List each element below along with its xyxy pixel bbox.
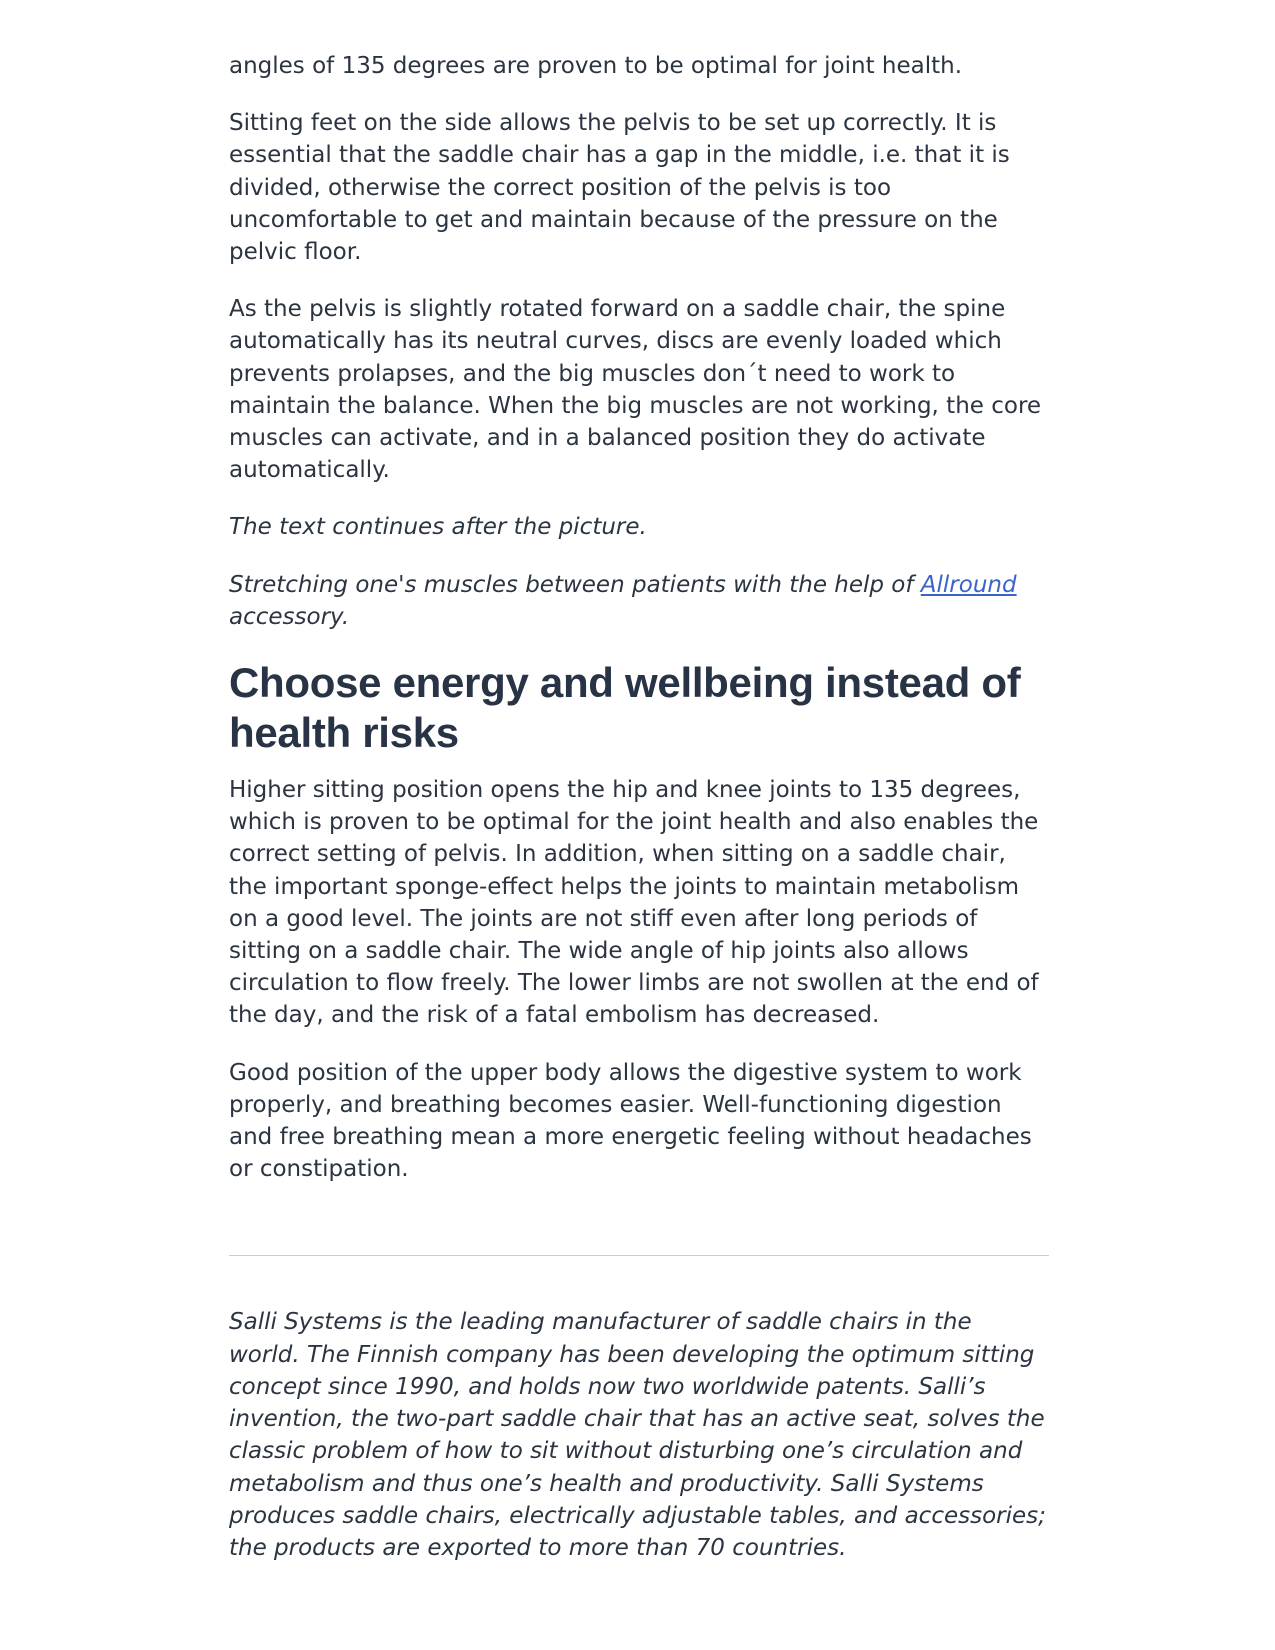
section-heading: Choose energy and wellbeing instead of health risks — [229, 659, 1021, 757]
allround-link[interactable]: Allround — [920, 571, 1017, 598]
caption-text-before: Stretching one's muscles between patients with the help of — [229, 571, 921, 598]
company-about-note: Salli Systems is the leading manufacturer of saddle chairs in the world. The Finnish company has been developing the optimum sitting concept since 1990, and holds now two worldwide patents. Salli’s invention, the two-part saddle chair that has an active seat, solves the classic problem of how to sit without disturbing one’s circulation and metabolism and thus one’s health and productivity. Salli Systems produces saddle chairs, electrically adjustable tables, and accessories; the products are exported to more than 70 countries. — [229, 1309, 1046, 1561]
paragraph-joint-angles: angles of 135 degrees are proven to be optimal for joint health. — [229, 53, 963, 79]
paragraph-spine-neutral: As the pelvis is slightly rotated forward on a saddle chair, the spine automatically has its neutral curves, discs are evenly loaded which prevents prolapses, and the big muscles don´t need to work to maintain the balance. When the big muscles are not working, the core muscles can activate, and in a balanced position they do activate automatically. — [229, 296, 1042, 484]
caption-text-after: accessory. — [229, 603, 350, 630]
article-body — [229, 50, 1049, 1564]
paragraph-upper-body: Good position of the upper body allows the digestive system to work properly, and breathing becomes easier. Well-functioning digestion and free breathing mean a more energetic feeling without headaches or constipation. — [229, 1059, 1032, 1183]
paragraph-joint-health: Higher sitting position opens the hip and knee joints to 135 degrees, which is proven to be optimal for the joint health and also enables the correct setting of pelvis. In addition, when sitting on a saddle chair, the important sponge-effect helps the joints to maintain metabolism on a good level. The joints are not stiff even after long periods of sitting on a saddle chair. The wide angle of hip joints also allows circulation to flow freely. The lower limbs are not swollen at the end of the day, and the risk of a fatal embolism has decreased. — [229, 777, 1039, 1029]
image-caption — [229, 569, 1049, 633]
text-continues-note: The text continues after the picture. — [229, 514, 647, 541]
section-divider — [229, 1255, 1049, 1256]
paragraph-pelvis-setup: Sitting feet on the side allows the pelvis to be set up correctly. It is essential that the saddle chair has a gap in the middle, i.e. that it is divided, otherwise the correct position of the pelvis is too uncomfortable to get and maintain because of the pressure on the pelvic floor. — [229, 110, 1010, 266]
